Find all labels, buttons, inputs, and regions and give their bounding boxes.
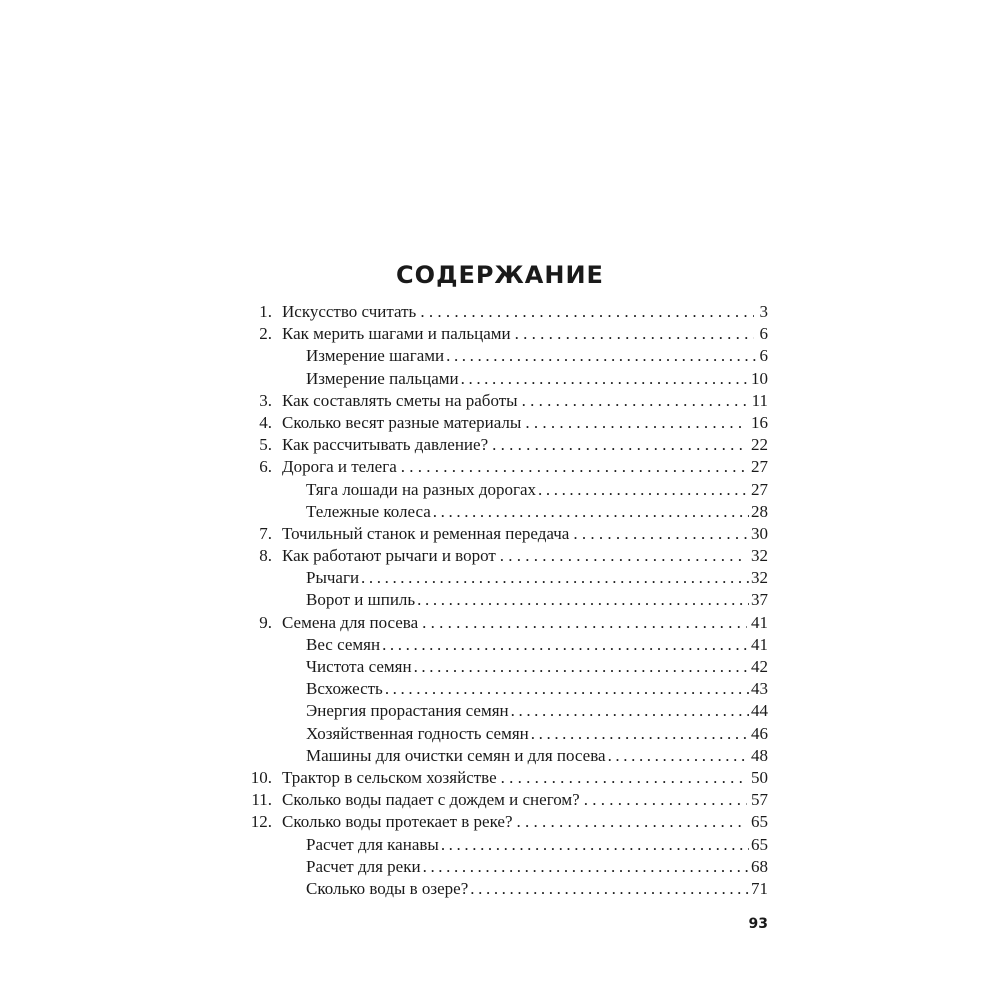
dot-leader [422,612,747,634]
entry-title: Измерение шагами [306,346,445,366]
toc-subentry [248,479,768,501]
entry-page: 42 [751,657,768,676]
entry-title: Как работают рычаги и ворот [282,546,496,566]
entry-page: 43 [751,679,768,699]
entry-page: 65 [751,812,768,832]
dot-leader [511,700,749,722]
toc-subentry [248,656,768,678]
toc-subentry [248,345,768,367]
entry-page: 30 [751,523,768,543]
toc-subentry [248,634,768,656]
entry-page: 11 [751,390,768,410]
toc-subentry [248,834,768,856]
entry-page: 68 [751,856,768,876]
table-of-contents [248,301,768,900]
entry-page: 41 [751,612,768,632]
dot-leader [522,390,748,412]
entry-number: 10. [250,767,272,787]
entry-number: 2. [259,324,272,344]
dot-leader [470,878,749,900]
entry-title: Расчет для реки [306,856,421,876]
dot-leader [382,634,749,656]
entry-page: 44 [751,701,768,721]
toc-subentry [248,567,768,589]
toc-subentry [248,589,768,611]
toc-entry [248,434,768,456]
toc-entry [248,789,768,811]
entry-number: 4. [259,412,272,432]
entry-title: Машины для очистки семян и для посева [306,745,606,765]
entry-title: Измерение пальцами [306,368,459,388]
entry-page: 6 [759,324,768,344]
dot-leader [501,767,747,789]
entry-page: 71 [751,878,768,898]
toc-subentry [248,856,768,878]
entry-title: Ворот и шпиль [306,590,416,610]
entry-number: 1. [259,302,272,321]
entry-title: Трактор в сельском хозяйстве [282,767,497,787]
entry-page: 46 [751,723,768,743]
dot-leader [515,323,754,345]
toc-entry [248,767,768,789]
entry-title: Тяга лошади на разных дорогах [306,479,537,499]
entry-page: 41 [751,634,768,654]
dot-leader [531,723,749,745]
toc-subentry [248,501,768,523]
dot-leader [500,545,747,567]
entry-page: 65 [751,834,768,854]
entry-page: 27 [751,479,768,499]
toc-entry [248,390,768,412]
entry-title: Всхожесть [306,679,383,699]
dot-leader [608,745,749,767]
dot-leader [417,589,749,611]
dot-leader [385,678,749,700]
entry-page: 22 [751,435,768,455]
entry-title: Сколько воды протекает в реке? [282,812,513,832]
entry-page: 6 [759,346,768,366]
entry-page: 28 [751,501,768,521]
toc-subentry [248,745,768,767]
toc-subentry [248,368,768,390]
toc-entry [248,545,768,567]
entry-page: 3 [759,302,768,321]
dot-leader [441,834,749,856]
entry-title: Сколько весят разные материалы [282,412,522,432]
dot-leader [573,523,747,545]
toc-entry [248,811,768,833]
entry-number: 7. [259,523,272,543]
dot-leader [414,656,749,678]
toc-entry [248,323,768,345]
entry-page: 50 [751,767,768,787]
toc-entry [248,523,768,545]
entry-page: 32 [751,568,768,588]
entry-number: 3. [259,390,272,410]
entry-page: 48 [751,745,768,765]
entry-title: Тележные колеса [306,501,431,521]
entry-title: Чистота семян [306,657,412,676]
dot-leader [492,434,747,456]
dot-leader [584,789,747,811]
dot-leader [361,567,749,589]
dot-leader [433,501,749,523]
entry-title: Дорога и телега [282,457,397,477]
entry-title: Как мерить шагами и пальцами [282,324,511,344]
entry-title: Хозяйственная годность семян [306,723,529,743]
dot-leader [538,479,749,501]
entry-title: Расчет для канавы [306,834,439,854]
dot-leader [423,856,749,878]
entry-title: Как составлять сметы на работы [282,390,518,410]
entry-title: Семена для посева [282,612,419,632]
toc-subentry [248,678,768,700]
entry-page: 27 [751,457,768,477]
entry-number: 11. [251,790,272,810]
entry-page: 32 [751,546,768,566]
toc-entry [248,456,768,478]
dot-leader [525,412,747,434]
dot-leader [461,368,749,390]
page-title: СОДЕРЖАНИЕ [396,261,604,289]
entry-number: 8. [259,546,272,566]
entry-number: 9. [259,612,272,632]
entry-title: Как рассчитывать давление? [282,435,489,455]
dot-leader [401,456,747,478]
entry-title: Энергия прорастания семян [306,701,509,721]
entry-number: 12. [250,812,272,832]
entry-title: Точильный станок и ременная передача [282,523,570,543]
entry-page: 37 [751,590,768,610]
toc-subentry [248,723,768,745]
entry-page: 10 [751,368,768,388]
dot-leader [446,345,756,367]
toc-subentry [248,878,768,900]
dot-leader [420,301,754,323]
entry-page: 16 [751,412,768,432]
toc-entry [248,412,768,434]
entry-page: 57 [751,790,768,810]
entry-title: Вес семян [306,634,381,654]
entry-number: 5. [259,435,272,455]
entry-title: Сколько воды в озере? [306,878,469,898]
entry-title: Искусство считать [282,302,417,321]
page-number: 93 [748,916,768,932]
toc-entry [248,301,768,323]
entry-title: Сколько воды падает с дождем и снегом? [282,790,580,810]
entry-number: 6. [259,457,272,477]
toc-entry [248,612,768,634]
entry-title: Рычаги [306,568,360,588]
toc-subentry [248,700,768,722]
dot-leader [517,811,747,833]
